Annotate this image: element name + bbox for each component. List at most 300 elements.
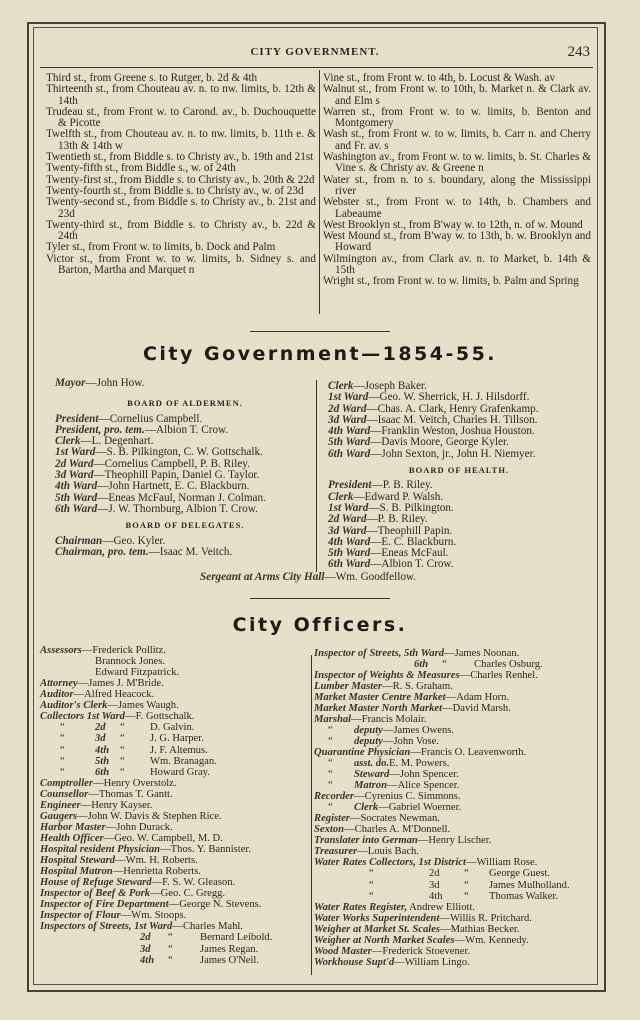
role-label: Mayor (55, 377, 86, 389)
ditto-cell: 5th (95, 755, 110, 767)
board-heading: BOARD OF DELEGATES. (125, 520, 245, 531)
person-name: —Joseph Baker. (353, 380, 427, 392)
role-label: Weigher at North Market Scales (314, 935, 455, 947)
ditto-cell: “ (120, 755, 125, 767)
person-name: —John Sexton, jr., John H. Niemyer. (370, 447, 536, 460)
officer-entry (40, 877, 310, 888)
streets-right-column (323, 73, 591, 288)
role-label: Market Master North Market (314, 703, 443, 715)
ditto-row (314, 659, 596, 670)
street-entry: Twenty-third st., from Biddle s. to Christy av., b. 22d & 24th (46, 218, 316, 243)
officer-entry (40, 800, 310, 811)
person-name: —Cyrenius C. Simmons. (354, 791, 461, 803)
person-name: —Willis R. Pritchard. (439, 913, 532, 925)
officer-entry (314, 835, 596, 846)
officer-entry (40, 866, 310, 877)
role-label: 5th Ward (328, 436, 371, 449)
role-label: 1st Ward (328, 391, 369, 404)
ditto-row (40, 722, 310, 733)
person-name: —Theophill Papin. (366, 524, 453, 537)
person-name: —S. B. Pilkington, C. W. Gottschalk. (95, 446, 263, 459)
officers-right-column (314, 648, 596, 968)
person-name: —Henry Lischer. (417, 835, 492, 847)
ditto-row (314, 880, 596, 891)
officer-entry (314, 902, 596, 913)
street-entry: Twenty-first st., from Biddle s. to Christy av., b. 20th & 22d (46, 173, 315, 186)
role-label: 6th Ward (328, 558, 371, 571)
role-label: Sexton (314, 824, 345, 836)
officer-entry-continued: Edward Fitzpatrick. (95, 667, 180, 678)
role-label: Marshal (314, 714, 352, 726)
officer-entry (314, 935, 596, 946)
role-label: President, pro. tem. (55, 423, 145, 436)
officer-entry (40, 822, 310, 833)
officer-entry (314, 648, 596, 659)
ditto-row (314, 891, 596, 902)
officer-entry (40, 700, 310, 711)
street-entry: Tyler st., from Front w. to limits, b. Dock and Palm (46, 241, 276, 254)
person-name: —Cornelius Campbell. (98, 412, 203, 425)
person-name: E. M. Powers. (389, 758, 450, 770)
role-label: Harbor Master (40, 822, 106, 834)
ditto-mark: “ (328, 758, 333, 770)
street-entry: Water st., from n. to s. boundary, along the Mississippi river (323, 173, 591, 197)
role-label: Translater into German (314, 835, 418, 847)
person-name: —John W. Davis & Stephen Rice. (77, 811, 222, 823)
person-name: Wm. Branagan. (150, 755, 217, 767)
page-number: 243 (567, 44, 590, 60)
column-divider (311, 655, 312, 975)
officer-entry (40, 811, 310, 822)
officer-entry (55, 547, 315, 558)
street-entry: Vine st., from Front w. to 4th, b. Locust & Wash. av (323, 72, 556, 84)
person-name: —Alice Spencer. (386, 780, 460, 792)
ditto-cell: 6th (95, 767, 110, 779)
column-divider (316, 380, 317, 572)
role-label: 6th Ward (55, 502, 98, 515)
role-label: Steward (354, 769, 390, 781)
person-name: —Charles A. M'Donnell. (344, 824, 451, 836)
person-name: —Eneas McFaul, Norman J. Colman. (97, 491, 266, 504)
officer-entry (55, 378, 315, 389)
person-name: —Henry Overstolz. (92, 778, 177, 790)
ditto-cell: 2d (140, 932, 151, 944)
role-label: Hospital Steward (40, 855, 116, 867)
person-name: —Isaac M. Veitch. (148, 545, 233, 558)
person-name: J. G. Harper. (150, 733, 204, 745)
ditto-row (40, 733, 310, 744)
ditto-cell: “ (442, 659, 447, 670)
role-label: Attorney (40, 678, 78, 689)
role-label: Register (314, 813, 350, 825)
officer-entry (314, 813, 596, 824)
person-name: —Thomas T. Gantt. (88, 789, 173, 801)
officer-entry (314, 703, 596, 714)
role-label: Inspector of Streets, 5th Ward (314, 648, 444, 659)
ditto-cell: “ (60, 744, 65, 756)
person-name: Bernard Leibold. (200, 932, 273, 944)
person-name: —James Noonan. (444, 648, 520, 659)
role-label: 5th Ward (328, 547, 371, 560)
person-name: —William Lingo. (394, 957, 470, 969)
role-label: Weigher at Market St. Scales (314, 924, 441, 936)
officer-entry (314, 824, 596, 835)
board-heading: BOARD OF ALDERMEN. (127, 398, 243, 409)
role-label: Clerk (328, 490, 354, 503)
ditto-cell: 3d (429, 879, 440, 891)
person-name: —Cornelius Campbell, P. B. Riley. (93, 457, 250, 470)
ditto-cell: “ (464, 890, 469, 902)
role-label: 2d Ward (55, 457, 94, 470)
role-label: 5th Ward (55, 491, 98, 504)
section-rule (250, 598, 390, 599)
officer-entry (314, 714, 596, 725)
role-label: 3d Ward (328, 524, 367, 537)
role-label: Engineer (40, 800, 81, 812)
officer-entry (40, 910, 310, 921)
person-name: —George N. Stevens. (168, 899, 262, 911)
person-name: —Wm. Goodfellow. (324, 571, 417, 583)
person-name: —Chas. A. Clark, Henry Grafenkamp. (366, 402, 539, 415)
officer-entry (314, 957, 596, 968)
role-label: Treasurer (314, 846, 358, 858)
person-name: —Alfred Heacock. (73, 689, 155, 700)
person-name: —R. S. Graham. (381, 681, 453, 693)
person-name: —P. B. Riley. (371, 479, 433, 492)
government-right-column (328, 381, 590, 571)
person-name: James O'Neil. (200, 955, 259, 967)
officer-entry (314, 747, 596, 758)
officer-entry (314, 670, 596, 681)
officer-entry (40, 789, 310, 800)
role-label: Workhouse Supt'd (314, 957, 395, 969)
person-name: —Albion T. Crow. (370, 558, 454, 571)
ditto-row (40, 756, 310, 767)
role-label: President (328, 479, 372, 492)
officer-entry (40, 855, 310, 866)
role-label: Auditor (40, 689, 74, 700)
officer-entry (40, 645, 310, 656)
person-name: —Gabriel Woerner. (378, 802, 462, 814)
ditto-cell: 4th (140, 955, 155, 967)
officer-entry (40, 689, 310, 700)
ditto-cell: “ (369, 879, 374, 891)
person-name: —Thos. Y. Bannister. (160, 844, 252, 856)
person-name: Thomas Walker. (489, 890, 558, 902)
street-entry: Walnut st., from Front w. to 10th, b. Market n. & Clark av. and Elm s (323, 83, 591, 107)
person-name: —F. S. W. Gleason. (151, 877, 236, 889)
role-label: Wood Master (314, 946, 372, 958)
person-name: —James Owens. (382, 725, 455, 737)
officer-entry (314, 946, 596, 957)
ditto-cell: 6th (414, 659, 429, 670)
role-label: 1st Ward (55, 446, 96, 459)
ditto-cell: “ (60, 722, 65, 733)
person-name: —Geo. C. Gregg. (150, 888, 226, 900)
person-name: D. Galvin. (150, 722, 195, 733)
role-label: Auditor's Clerk (40, 700, 108, 711)
role-label: Sergeant at Arms City Hall (200, 571, 325, 583)
officer-entry (40, 888, 310, 899)
person-name: —Davis Moore, George Kyler. (370, 436, 509, 449)
ditto-cell: “ (168, 943, 173, 955)
ditto-row (40, 932, 310, 943)
street-entry: West Mound st., from B'way w. to 13th, b. w. Brooklyn and Howard (323, 230, 591, 254)
ditto-cell: “ (60, 733, 65, 745)
ditto-mark: “ (328, 736, 333, 748)
person-name: —Wm. H. Roberts. (115, 855, 198, 867)
person-name: —Charles Renhel. (459, 670, 538, 682)
role-label: Hospital resident Physician (40, 844, 161, 856)
person-name: —Geo. Kyler. (102, 534, 166, 547)
person-name: —Frederick Stoevener. (371, 946, 471, 958)
street-entry: West Brooklyn st., from B'way w. to 12th, n. of w. Mound (323, 218, 583, 231)
street-entry: Wash st., from Front w. to w. limits, b. Carr n. and Cherry and Fr. av. s (323, 128, 591, 152)
role-label: Market Master Centre Market (314, 692, 446, 704)
officer-entry (314, 725, 596, 736)
role-label: President (55, 412, 99, 425)
running-header (40, 44, 590, 60)
street-entry: Twenty-second st., from Biddle s. to Christy av., b. 21st and 23d (46, 196, 316, 220)
person-name: Andrew Elliott. (407, 902, 476, 914)
ditto-cell: “ (120, 733, 125, 745)
street-entry: Trudeau st., from Front w. to Carond. av., b. Duchouquette & Picotte (46, 105, 316, 130)
ditto-cell: 3d (95, 733, 106, 745)
street-entry: Webster st., from Front w. to 14th, b. Chambers and Labeaume (323, 196, 591, 220)
officer-entry (40, 711, 310, 722)
government-left-column (55, 378, 315, 558)
officer-entry (328, 559, 590, 570)
street-entry: Washington av., from Front w. to w. limits, b. St. Charles & Vine s. & Christy av. & Greene n (323, 151, 591, 175)
role-label: Assessors (40, 645, 82, 656)
person-name: —Theophill Papin, Daniel G. Taylor. (93, 469, 260, 482)
role-label: Clerk (328, 380, 354, 392)
ditto-row (40, 944, 310, 955)
role-label: 3d Ward (328, 413, 367, 426)
role-label: Matron (354, 780, 387, 792)
role-label: House of Refuge Steward (40, 877, 152, 889)
person-name: —S. B. Pilkington. (368, 501, 454, 514)
board-heading: BOARD OF HEALTH. (408, 465, 510, 476)
role-label: Inspector of Weights & Measures (314, 670, 460, 682)
role-label: 4th Ward (55, 480, 98, 493)
city-officers-title: City Officers. (232, 614, 408, 636)
officer-entry (314, 802, 596, 813)
person-name: —Socrates Newman. (349, 813, 440, 825)
role-label: 4th Ward (328, 425, 371, 438)
person-name: —Geo. W. Campbell, M. D. (103, 833, 223, 845)
person-name: —John Hartnett, E. C. Blackburn. (97, 480, 250, 493)
officer-entry (314, 846, 596, 857)
officer-entry (314, 681, 596, 692)
role-label: 4th Ward (328, 535, 371, 548)
role-label: Water Rates Collectors, 1st District (314, 857, 466, 869)
role-label: Inspector of Beef & Pork (40, 888, 151, 900)
ditto-mark: “ (328, 802, 333, 814)
person-name: —Franklin Weston, Joshua Houston. (370, 425, 535, 438)
role-label: Clerk (354, 802, 379, 814)
ditto-cell: 2d (429, 868, 440, 880)
person-name: J. F. Altemus. (150, 744, 208, 756)
person-name: —Wm. Kennedy. (454, 935, 529, 947)
role-label: Hospital Matron (40, 866, 113, 878)
section-rule (250, 331, 390, 332)
person-name: —J. W. Thornburg, Albion T. Crow. (97, 502, 258, 515)
street-entry: Twelfth st., from Chouteau av. n. to nw. limits, b. 11th e. & 13th & 14th w (46, 128, 316, 152)
person-name: —Adam Horn. (445, 692, 510, 704)
officer-entry (314, 913, 596, 924)
city-government-title: City Government—1854-55. (142, 343, 498, 365)
role-label: 1st Ward (328, 501, 369, 514)
officer-entry (40, 778, 310, 789)
officer-entry (314, 758, 596, 769)
person-name: —P. B. Riley. (366, 513, 428, 526)
ditto-cell: “ (168, 932, 173, 944)
role-label: Collectors 1st Ward (40, 711, 125, 722)
role-label: 3d Ward (55, 469, 94, 482)
person-name: —Francis Molair. (351, 714, 427, 726)
officer-entry (328, 449, 590, 460)
ditto-cell: 3d (140, 943, 151, 955)
person-name: —L. Degenhart. (80, 435, 154, 448)
street-entry: Twenty-fourth st., from Biddle s. to Christy av., w. of 23d (46, 184, 304, 197)
person-name: George Guest. (489, 868, 550, 880)
street-entry: Third st., from Greene s. to Rutger, b. 2d & 4th (46, 72, 258, 84)
officer-entry-continued: Brannock Jones. (95, 656, 166, 667)
person-name: —Edward P. Walsh. (353, 490, 444, 503)
person-name: —Francis O. Leavenworth. (410, 747, 527, 759)
person-name: Charles Osburg. (474, 659, 543, 670)
person-name: —Frederick Pollitz. (81, 645, 166, 656)
person-name: —F. Gottschalk. (124, 711, 195, 722)
ditto-cell: 4th (429, 890, 443, 902)
person-name: James Mulholland. (489, 879, 570, 891)
role-label: deputy (354, 736, 383, 748)
person-name: —E. C. Blackburn. (370, 535, 457, 548)
ditto-cell: “ (60, 767, 65, 779)
officer-entry (314, 736, 596, 747)
person-name: —James Waugh. (107, 700, 179, 711)
officer-entry (55, 504, 315, 515)
officer-entry (40, 678, 310, 689)
person-name: —Albion T. Crow. (144, 423, 229, 436)
role-label: Inspector of Fire Department (40, 899, 169, 911)
person-name: —Mathias Becker. (440, 924, 520, 936)
ditto-cell: “ (369, 868, 374, 880)
officers-left-column (40, 645, 310, 966)
officer-entry (40, 899, 310, 910)
ditto-cell: “ (120, 744, 125, 756)
header-rule (40, 67, 593, 68)
ditto-cell: “ (120, 722, 125, 733)
role-label: Gaugers (40, 811, 78, 823)
person-name: —Wm. Stoops. (120, 910, 187, 922)
role-label: Quarantine Physician (314, 747, 411, 759)
officer-entry (314, 857, 596, 868)
ditto-row (314, 868, 596, 879)
ditto-row (40, 767, 310, 778)
role-label: Comptroller (40, 778, 93, 790)
role-label: deputy (354, 725, 383, 737)
person-name: —Isaac M. Veitch, Charles H. Tillson. (366, 413, 538, 426)
person-name: —Henrietta Roberts. (112, 866, 201, 878)
person-name: —Geo. W. Sherrick, H. J. Hilsdorff. (368, 391, 530, 404)
role-label: Counsellor (40, 789, 89, 801)
street-entry: Twenty-fifth st., from Biddle s., w. of 24th (46, 162, 236, 175)
street-entry: Wright st., from Front w. to w. limits, b. Palm and Spring (323, 275, 579, 288)
person-name: —John Vose. (382, 736, 439, 748)
person-name: —William Rose. (465, 857, 538, 869)
ditto-mark: “ (328, 725, 333, 737)
street-entry: Victor st., from Front w. to w. limits, b. Sidney s. and Barton, Martha and Marquet n (46, 252, 316, 277)
ditto-mark: “ (328, 769, 333, 781)
officer-entry (314, 692, 596, 703)
officer-entry (40, 833, 310, 844)
column-divider (319, 70, 320, 314)
ditto-cell: “ (120, 767, 125, 779)
person-name: —Eneas McFaul. (370, 547, 449, 560)
person-name: Howard Gray. (150, 767, 210, 779)
role-label: Recorder (314, 791, 355, 803)
person-name: —John Durack. (105, 822, 173, 834)
role-label: Chairman, pro. tem. (55, 545, 149, 558)
officer-entry (40, 844, 310, 855)
ditto-cell: “ (60, 755, 65, 767)
person-name: —James J. M'Bride. (77, 678, 164, 689)
role-label: Health Officer (40, 833, 104, 845)
streets-left-column (46, 73, 316, 276)
officer-entry (314, 791, 596, 802)
person-name: —Charles Mahl. (172, 921, 243, 933)
ditto-cell: “ (464, 868, 469, 880)
officer-entry (40, 921, 310, 932)
role-label: 2d Ward (328, 402, 367, 415)
role-label: Water Works Superintendent (314, 913, 440, 925)
role-label: Chairman (55, 534, 103, 547)
person-name: —David Marsh. (442, 703, 511, 715)
street-entry: Twentieth st., from Biddle s. to Christy av., b. 19th and 21st (46, 151, 314, 164)
street-entry: Thirteenth st., from Chouteau av. n. to nw. limits, b. 12th & 14th (46, 83, 316, 107)
person-name: —John How. (85, 377, 145, 389)
officer-entry (314, 769, 596, 780)
person-name: —Louis Bach. (357, 846, 419, 858)
role-label: Clerk (55, 435, 81, 448)
ditto-cell: 4th (95, 744, 110, 756)
role-label: Inspectors of Streets, 1st Ward (40, 921, 173, 933)
officer-entry (314, 924, 596, 935)
person-name: James Regan. (200, 943, 259, 955)
street-entry: Wilmington av., from Clark av. n. to Market, b. 14th & 15th (323, 252, 591, 277)
ditto-row (40, 955, 310, 966)
street-entry: Warren st., from Front w. to w. limits, b. Benton and Montgomery (323, 105, 591, 130)
running-title: CITY GOVERNMENT. (250, 46, 380, 58)
ditto-cell: “ (464, 879, 469, 891)
ditto-cell: “ (168, 955, 173, 967)
officer-entry (314, 780, 596, 791)
role-label: Lumber Master (314, 681, 382, 693)
person-name: —Henry Kayser. (80, 800, 153, 812)
ditto-cell: “ (369, 890, 374, 902)
ditto-row (40, 745, 310, 756)
role-label: asst. do. (354, 758, 390, 770)
role-label: Water Rates Register, (314, 902, 408, 914)
role-label: Inspector of Flour (40, 910, 121, 922)
role-label: 6th Ward (328, 447, 371, 460)
person-name: —John Spencer. (389, 769, 459, 781)
sergeant-at-arms (200, 572, 416, 583)
role-label: 2d Ward (328, 513, 367, 526)
ditto-cell: 2d (95, 722, 106, 733)
